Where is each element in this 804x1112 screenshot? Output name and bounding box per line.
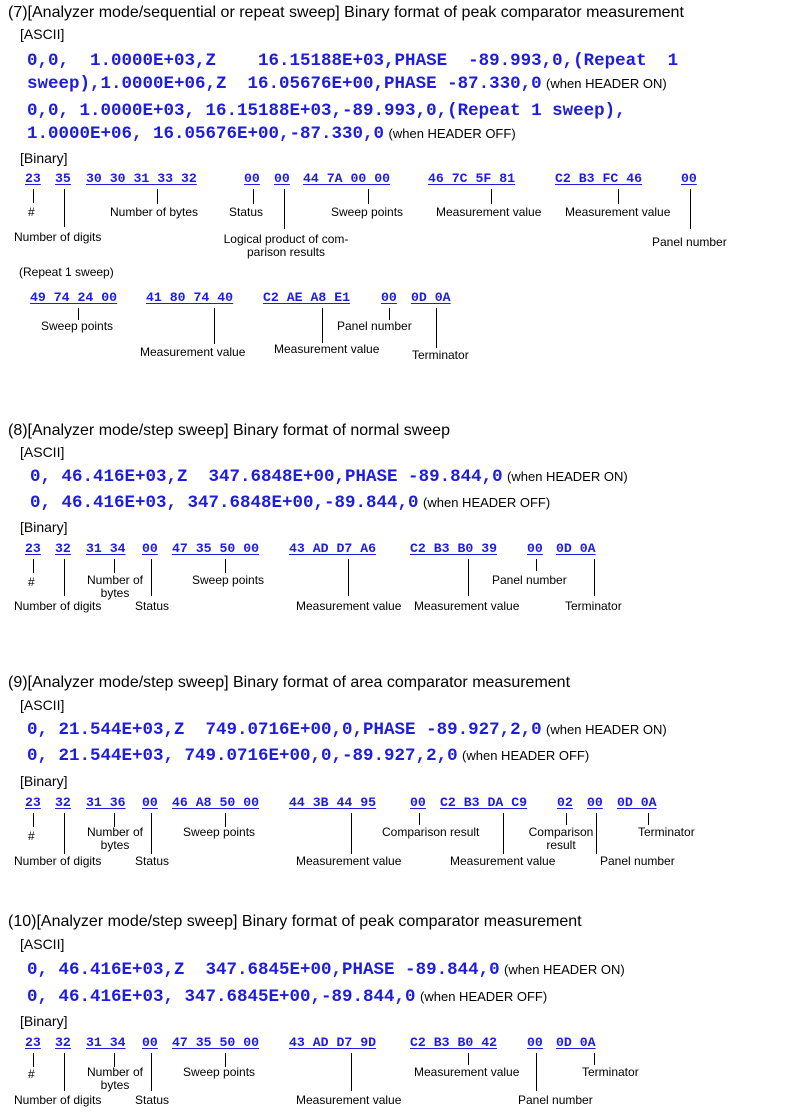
byte-panel: 00 [681,171,697,186]
repeat-label-terminator: Terminator [412,348,469,362]
label-sweep-points: Sweep points [183,1065,256,1079]
ascii-label: [ASCII] [20,697,65,713]
label-status: Status [135,854,170,868]
ascii-header-on-text: 0, 21.544E+03,Z 749.0716E+00,0,PHASE -89.927,2,0 [27,720,542,740]
label-number-of-digits: Number of digits [14,854,102,868]
label-hash: # [28,205,35,219]
byte-status: 00 [142,541,158,556]
label-number-of-bytes: Number of bytes [86,825,144,852]
header-on-note: (when HEADER ON) [504,962,625,977]
repeat-label-measurement-value-1: Measurement value [140,345,246,359]
byte-hash: 23 [25,541,41,556]
label-measurement-value-2: Measurement value [565,205,671,219]
ascii-header-on-text: 0, 46.416E+03,Z 347.6845E+00,PHASE -89.844,0 [27,960,500,980]
section-9-title: (9)[Analyzer mode/step sweep] Binary format of area comparator measurement [8,674,571,691]
byte-meas2: C2 B3 B0 42 [410,1035,498,1050]
byte-digits: 35 [55,171,71,186]
byte-length: 31 34 [86,541,126,556]
byte-digits: 32 [55,795,71,810]
ascii-header-off [27,746,589,766]
ascii-header-on [30,467,628,487]
ascii-label: [ASCII] [20,26,65,42]
header-off-note: (when HEADER OFF) [423,495,551,510]
byte-comp2: 02 [557,795,573,810]
ascii-header-on [27,960,625,980]
label-logical-product: Logical product of com- parison results [223,232,349,259]
label-status: Status [229,205,264,219]
byte-length: 30 30 31 33 32 [86,171,197,186]
byte-sweep: 44 7A 00 00 [303,171,391,186]
byte-terminator: 0D 0A [556,541,596,556]
label-sweep-points: Sweep points [331,205,404,219]
label-measurement-value-2: Measurement value [414,599,520,613]
byte-sweep: 46 A8 50 00 [172,795,260,810]
ascii-header-off-text: 1.0000E+06, 16.05676E+00,-87.330,0 [27,124,385,144]
byte-panel: 00 [527,541,543,556]
ascii-header-on-text: 0, 46.416E+03,Z 347.6848E+00,PHASE -89.844,0 [30,467,503,487]
label-hash: # [28,829,35,843]
byte-panel: 00 [527,1035,543,1050]
label-terminator: Terminator [638,825,695,839]
byte-terminator: 0D 0A [617,795,657,810]
ascii-header-off [27,987,547,1007]
byte-hash: 23 [25,795,41,810]
header-off-note: (when HEADER OFF) [420,989,548,1004]
ascii-header-on-line1: 0,0, 1.0000E+03,Z 16.15188E+03,PHASE -89.993,0,(Repeat 1 [27,51,679,71]
label-status: Status [135,599,170,613]
label-number-of-digits: Number of digits [14,599,102,613]
label-sweep-points: Sweep points [183,825,256,839]
ascii-header-off-line1: 0,0, 1.0000E+03, 16.15188E+03,-89.993,0,(Repeat 1 sweep), [27,101,626,121]
label-panel-number: Panel number [652,235,727,249]
label-sweep-points: Sweep points [192,573,265,587]
byte-logical: 00 [274,171,290,186]
byte-hash: 23 [25,171,41,186]
repeat-byte-terminator: 0D 0A [411,290,451,305]
label-measurement-value-2: Measurement value [450,854,556,868]
byte-meas1: 43 AD D7 9D [289,1035,377,1050]
byte-status: 00 [142,1035,158,1050]
byte-meas1: 43 AD D7 A6 [289,541,377,556]
byte-meas2: C2 B3 FC 46 [555,171,643,186]
repeat-byte-meas2: C2 AE A8 E1 [263,290,351,305]
label-number-of-bytes: Number of bytes [86,1065,144,1092]
binary-label: [Binary] [20,1013,68,1029]
byte-status: 00 [142,795,158,810]
label-terminator: Terminator [582,1065,639,1079]
byte-length: 31 34 [86,1035,126,1050]
label-panel-number: Panel number [492,573,567,587]
label-panel-number: Panel number [518,1093,593,1107]
label-measurement-value-2: Measurement value [414,1065,520,1079]
header-on-note: (when HEADER ON) [546,76,667,91]
byte-meas1: 44 3B 44 95 [289,795,377,810]
label-measurement-value-1: Measurement value [436,205,542,219]
label-number-of-bytes: Number of bytes [110,205,199,219]
ascii-header-off [30,493,550,513]
label-panel-number: Panel number [600,854,675,868]
label-number-of-digits: Number of digits [14,1093,102,1107]
label-measurement-value-1: Measurement value [296,1093,402,1107]
byte-length: 31 36 [86,795,126,810]
byte-digits: 32 [55,1035,71,1050]
byte-meas2: C2 B3 DA C9 [440,795,528,810]
ascii-label: [ASCII] [20,444,65,460]
binary-label: [Binary] [20,773,68,789]
byte-sweep: 47 35 50 00 [172,1035,260,1050]
label-status: Status [135,1093,170,1107]
repeat-label-panel-number: Panel number [337,319,412,333]
byte-meas2: C2 B3 B0 39 [410,541,498,556]
ascii-header-off-text: 0, 46.416E+03, 347.6848E+00,-89.844,0 [30,493,419,513]
byte-sweep: 47 35 50 00 [172,541,260,556]
label-number-of-bytes: Number of bytes [86,573,144,600]
label-hash: # [28,1067,35,1081]
label-number-of-digits: Number of digits [14,230,102,244]
repeat-byte-panel: 00 [381,290,397,305]
label-hash: # [28,575,35,589]
header-off-note: (when HEADER OFF) [462,748,590,763]
repeat-label-sweep-points: Sweep points [41,319,114,333]
header-on-note: (when HEADER ON) [507,469,628,484]
repeat-label: (Repeat 1 sweep) [19,265,114,279]
label-comparison-result-2: Comparison result [528,825,594,852]
repeat-label-measurement-value-2: Measurement value [274,342,380,356]
ascii-header-on [27,720,667,740]
label-comparison-result-1: Comparison result [382,825,480,839]
section-8-title: (8)[Analyzer mode/step sweep] Binary format of normal sweep [8,422,450,439]
header-off-note: (when HEADER OFF) [388,126,516,141]
byte-comp1: 00 [410,795,426,810]
ascii-label: [ASCII] [20,936,65,952]
header-on-note: (when HEADER ON) [546,722,667,737]
repeat-byte-meas1: 41 80 74 40 [146,290,234,305]
ascii-header-on-text: sweep),1.0000E+06,Z 16.05676E+00,PHASE -87.330,0 [27,74,542,94]
ascii-header-on-line2 [27,74,667,94]
binary-label: [Binary] [20,519,68,535]
section-7-title: (7)[Analyzer mode/sequential or repeat sweep] Binary format of peak comparator measurement [8,4,684,21]
repeat-byte-sweep: 49 74 24 00 [30,290,118,305]
label-measurement-value-1: Measurement value [296,854,402,868]
byte-digits: 32 [55,541,71,556]
byte-panel: 00 [587,795,603,810]
ascii-header-off-line2 [27,124,516,144]
label-terminator: Terminator [565,599,622,613]
binary-label: [Binary] [20,150,68,166]
byte-hash: 23 [25,1035,41,1050]
section-10-title: (10)[Analyzer mode/step sweep] Binary format of peak comparator measurement [8,913,582,930]
label-measurement-value-1: Measurement value [296,599,402,613]
byte-status: 00 [244,171,260,186]
ascii-header-off-text: 0, 46.416E+03, 347.6845E+00,-89.844,0 [27,987,416,1007]
byte-meas1: 46 7C 5F 81 [428,171,516,186]
byte-terminator: 0D 0A [556,1035,596,1050]
ascii-header-off-text: 0, 21.544E+03, 749.0716E+00,0,-89.927,2,0 [27,746,458,766]
